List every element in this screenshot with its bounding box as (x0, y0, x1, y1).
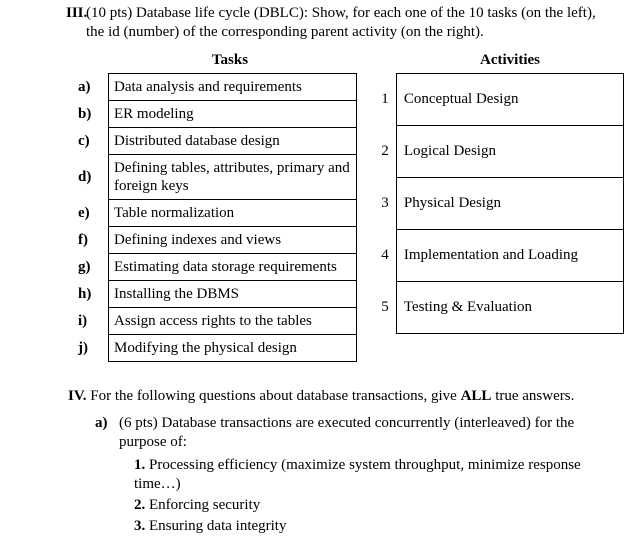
task-text: Assign access rights to the tables (109, 308, 357, 335)
option-number: 2. (134, 497, 146, 513)
option-text: Enforcing security (149, 497, 261, 513)
task-row (74, 254, 357, 281)
activity-row (374, 230, 624, 282)
task-row (74, 128, 357, 155)
question-4a-text: (6 pts) Database transactions are executed concurrently (interleaved) for the purpose of: (119, 415, 575, 450)
task-row (74, 281, 357, 308)
task-text: Installing the DBMS (109, 281, 357, 308)
activity-text: Testing & Evaluation (396, 282, 623, 334)
task-row (74, 227, 357, 254)
task-text: Estimating data storage requirements (109, 254, 357, 281)
task-row (74, 74, 357, 101)
activity-id: 3 (381, 195, 389, 211)
task-letter: e) (78, 205, 90, 221)
activities-table (374, 73, 624, 334)
task-letter: d) (78, 169, 92, 185)
question-4-emphasis: ALL (460, 388, 492, 404)
option-number: 1. (134, 457, 146, 473)
task-letter: f) (78, 232, 88, 248)
activity-row (374, 178, 624, 230)
task-text: Table normalization (109, 200, 357, 227)
question-4-text-before: For the following questions about database transactions, give (90, 388, 457, 404)
task-row (74, 335, 357, 362)
task-text: Defining indexes and views (109, 227, 357, 254)
question-4 (68, 388, 574, 405)
option-item (134, 456, 614, 494)
task-text: Data analysis and requirements (109, 74, 357, 101)
activity-id: 4 (381, 247, 389, 263)
task-text: Modifying the physical design (109, 335, 357, 362)
task-row (74, 200, 357, 227)
task-letter: b) (78, 106, 92, 122)
activity-id: 2 (381, 143, 389, 159)
task-letter: j) (78, 340, 88, 356)
activity-id: 5 (381, 299, 389, 315)
tasks-table (74, 73, 357, 362)
question-3-text: (10 pts) Database life cycle (DBLC): Show, for each one of the 10 tasks (on the left), the id (number) of the corresponding parent activity (on the right). (86, 5, 596, 40)
option-number: 3. (134, 518, 146, 534)
activity-row (374, 126, 624, 178)
question-4-number: IV. (68, 388, 87, 404)
task-letter: g) (78, 259, 91, 275)
activity-text: Physical Design (396, 178, 623, 230)
option-text: Ensuring data integrity (149, 518, 287, 534)
task-text: Defining tables, attributes, primary and foreign keys (109, 155, 357, 200)
task-letter: c) (78, 133, 90, 149)
option-item (134, 496, 614, 515)
task-letter: a) (78, 79, 91, 95)
task-text: ER modeling (109, 101, 357, 128)
question-3 (66, 4, 614, 42)
option-text: Processing efficiency (maximize system throughput, minimize response time…) (134, 457, 581, 492)
activities-header: Activities (480, 52, 540, 68)
activity-id: 1 (381, 91, 389, 107)
task-row (74, 101, 357, 128)
question-4a (95, 414, 615, 452)
activity-text: Conceptual Design (396, 74, 623, 126)
question-4a-letter: a) (95, 415, 108, 431)
task-row (74, 155, 357, 200)
task-text: Distributed database design (109, 128, 357, 155)
question-3-number: III. (66, 5, 88, 21)
activity-row (374, 74, 624, 126)
task-letter: i) (78, 313, 88, 329)
activity-row (374, 282, 624, 334)
task-letter: h) (78, 286, 92, 302)
question-4-text-after: true answers. (495, 388, 575, 404)
task-row (74, 308, 357, 335)
option-item (134, 517, 614, 536)
activity-text: Implementation and Loading (396, 230, 623, 282)
activity-text: Logical Design (396, 126, 623, 178)
tasks-header: Tasks (211, 52, 249, 68)
